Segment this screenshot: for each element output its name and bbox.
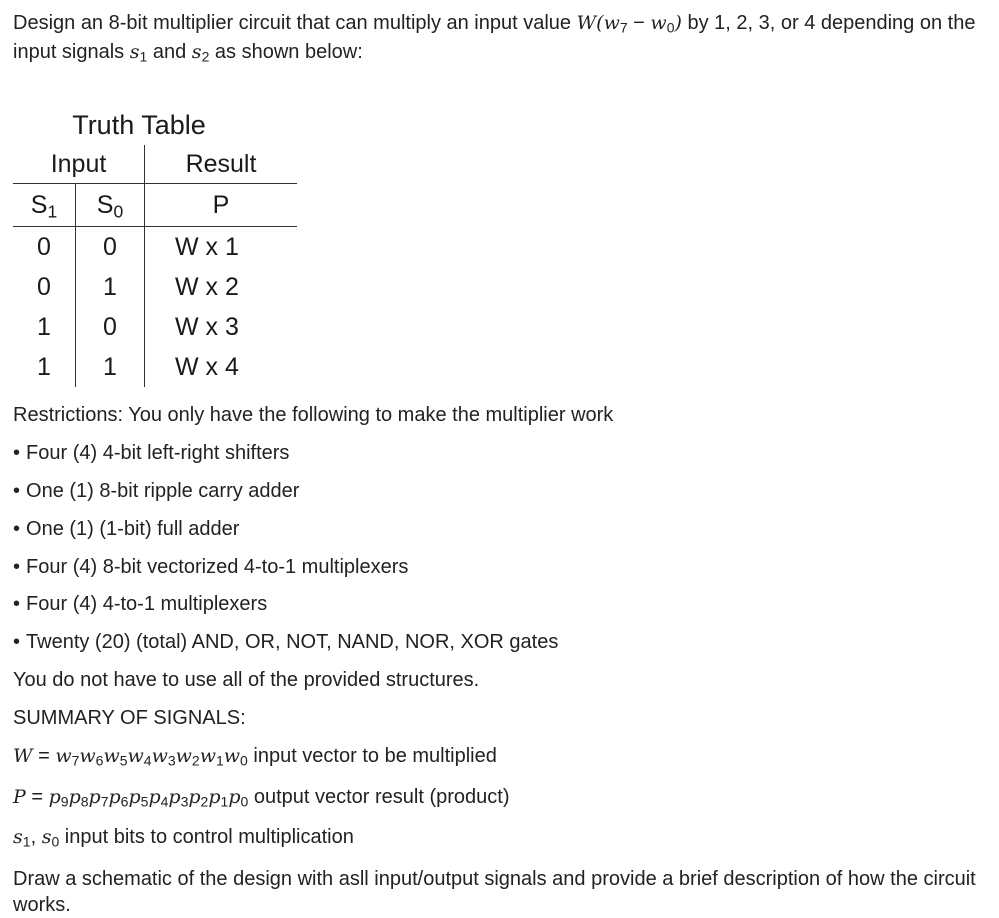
row-s0-value: 0 [76,227,145,268]
intro-paragraph [13,9,993,67]
close-paren: ) [674,12,682,34]
list-item: • One (1) (1-bit) full adder [13,518,240,540]
row-s1-value: 0 [13,227,76,268]
bullet-icon: • [13,593,21,615]
s-signal-line: $s_1$, $s_0$ input bits to control multiplication [13,826,354,850]
s2-symbol: s [191,41,202,63]
summary-heading: SUMMARY OF SIGNALS: [13,707,246,729]
table-row [13,347,297,387]
s1-symbol: s [129,41,140,63]
row-result: W x 3 [175,312,239,341]
table-row [13,267,297,307]
closing-paragraph: Draw a schematic of the design with asll input/output signals and provide a brief description of how the circuit works. [13,868,976,916]
truth-table-header-row-1 [13,145,297,184]
row-s1-value: 1 [13,347,76,387]
w-symbol: W [576,12,597,34]
table-row [13,307,297,347]
w7-symbol: w [603,12,620,34]
p-signal-line: $P = p_9p_8p_7p_6p_5p_4p_3p_2p_1p_0$ output vector result (product) [13,786,510,810]
p-header: P [145,184,298,227]
w-signal-line: $W = w_7w_6w_5w_4w_3w_2w_1w_0$ input vector to be multiplied [13,745,497,769]
open-paren: ( [596,12,604,34]
w0-symbol: w [650,12,667,34]
and-text: and [147,41,192,63]
bullet-icon: • [13,518,21,540]
row-result: W x 2 [175,272,239,301]
row-s0-value: 0 [76,307,145,347]
restrictions-heading: Restrictions: You only have the following to make the multiplier work [13,404,614,426]
w-description: input vector to be multiplied [247,745,497,767]
row-s1-value: 0 [13,267,76,307]
w0-subscript: 0 [666,19,675,36]
result-header: Result [145,145,298,184]
truth-table-title: Truth Table [72,110,206,140]
input-header: Input [13,145,145,184]
row-s1-value: 1 [13,307,76,347]
intro-text-1: Design an 8-bit multiplier circuit that can multiply an input value [13,12,577,34]
s1-header: $S_1$ [13,184,76,227]
intro-text-2: by 1, 2, 3, or 4 depending on the input signals [13,12,976,63]
list-item: • Four (4) 4-bit left-right shifters [13,442,290,464]
table-row [13,227,297,268]
s2-subscript: 2 [201,48,210,65]
truth-table-header-row-2 [13,184,297,227]
truth-table [13,145,297,387]
w-lhs: W [13,745,33,767]
dash: − [627,12,651,34]
s1-subscript: 1 [139,48,148,65]
list-item: • Four (4) 8-bit vectorized 4-to-1 multiplexers [13,556,409,578]
row-result: W x 4 [175,352,239,381]
p-lhs: P [13,786,26,808]
s0-header: $S_0$ [76,184,145,227]
bullet-icon: • [13,442,21,464]
p-description: output vector result (product) [248,786,510,808]
bullet-icon: • [13,480,21,502]
s-description: input bits to control multiplication [59,826,354,848]
bullet-icon: • [13,556,21,578]
bullet-icon: • [13,631,21,653]
list-item: • Twenty (20) (total) AND, OR, NOT, NAND, NOR, XOR gates [13,631,559,653]
row-s0-value: 1 [76,347,145,387]
intro-text-3: as shown below: [209,41,363,63]
restrictions-note: You do not have to use all of the provided structures. [13,669,480,691]
row-s0-value: 1 [76,267,145,307]
w7-subscript: 7 [619,19,628,36]
list-item: • One (1) 8-bit ripple carry adder [13,480,300,502]
row-result: W x 1 [175,232,239,261]
list-item: • Four (4) 4-to-1 multiplexers [13,593,268,615]
